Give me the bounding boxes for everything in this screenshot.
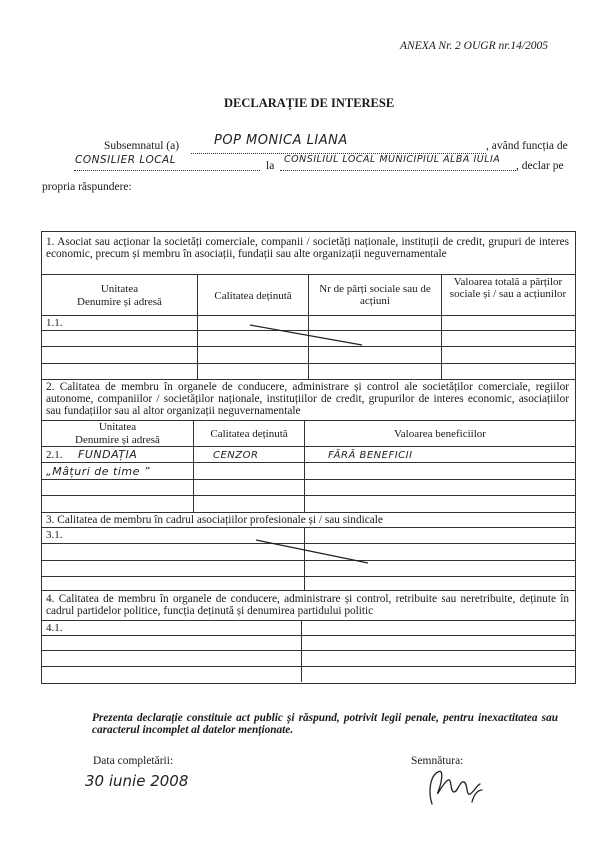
s2-entry-unit-line2: „Mâțuri de time ” [46,465,151,478]
propria-label: propria răspundere: [42,181,132,193]
section4-heading: 4. Calitatea de membru în organele de conducere, administrare și control, retribuite sau neretribuite, deținute în cadrul partidelor politice, funcția deținută și denumirea partidului politic [46,593,569,618]
s4-header-bottom [41,620,575,621]
s4-row-sep3 [41,666,575,667]
signature-label: Semnătura: [411,755,464,767]
s4-row-sep2 [41,650,575,651]
section3-heading: 3. Calitatea de membru în cadrul asociațiilor profesionale și / sau sindicale [46,514,383,526]
s2-col1-line2: Denumire și adresă [75,434,160,446]
declar-label: , declar pe [516,160,564,172]
declarant-institution: CONSILIUL LOCAL MUNICIPIUL ALBA IULIA [284,154,501,165]
document-title: DECLARAȚIE DE INTERESE [224,96,395,110]
s3-row-number: 3.1. [46,529,63,541]
handwritten-signature [420,762,490,812]
annex-reference: ANEXA Nr. 2 OUGR nr.14/2005 [400,40,549,52]
s4-col-div1 [301,620,302,682]
subsemnatul-label: Subsemnatul (a) [104,140,180,152]
function-label: , având funcția de [486,140,568,152]
section1-heading: 1. Asociat sau acționar la societăți comerciale, companii / societăți naționale, instituții de credit, grupuri de interes economic, precum și membru în asociații, fundații sau alte organizații neguvernamentale [46,236,569,261]
s2-col2-header: Calitatea deținută [210,428,288,440]
completion-date: 30 iunie 2008 [85,772,189,790]
s2-entry-unit: FUNDAȚIA [78,448,138,461]
s4-row-number: 4.1. [46,622,63,634]
declarant-function: CONSILIER LOCAL [75,154,177,166]
section2-heading: 2. Calitatea de membru în organele de conducere, administrare și control ale societăților comerciale, regiilor autonome, companiilor / societăților naționale, instituțiilor de credit, grupurilor de interes economic, asociațiilor sau fundațiilor sau al altor organizații neguvernamentale [46,381,569,418]
s2-row-number: 2.1. [46,449,63,461]
declarant-name: POP MONICA LIANA [214,133,348,148]
s1-col4-header: Valoarea totală a părților sociale și / sau a acțiunilor [449,276,567,300]
la-label: la [266,160,275,172]
legal-statement: Prezenta declarație constituie act public și răspund, potrivit legii penale, pentru inexactitatea sau caracterul incomplet al datelor menționate. [92,712,558,737]
s1-col1-line2: Denumire și adresă [77,296,162,308]
date-label: Data completării: [93,755,174,767]
s1-col1-line1: Unitatea [100,283,139,295]
s2-col1-line1: Unitatea [98,421,137,433]
s1-col3-header: Nr de părți sociale sau de acțiuni [319,283,431,307]
s1-row-number: 1.1. [46,317,63,329]
s1-col2-header: Calitatea deținută [214,290,292,302]
s2-col3-header: Valoarea beneficiilor [394,428,486,440]
s4-row-sep1 [41,635,575,636]
s2-entry-value: FĂRĂ BENEFICII [328,450,413,461]
s2-entry-role: CENZOR [213,450,259,461]
